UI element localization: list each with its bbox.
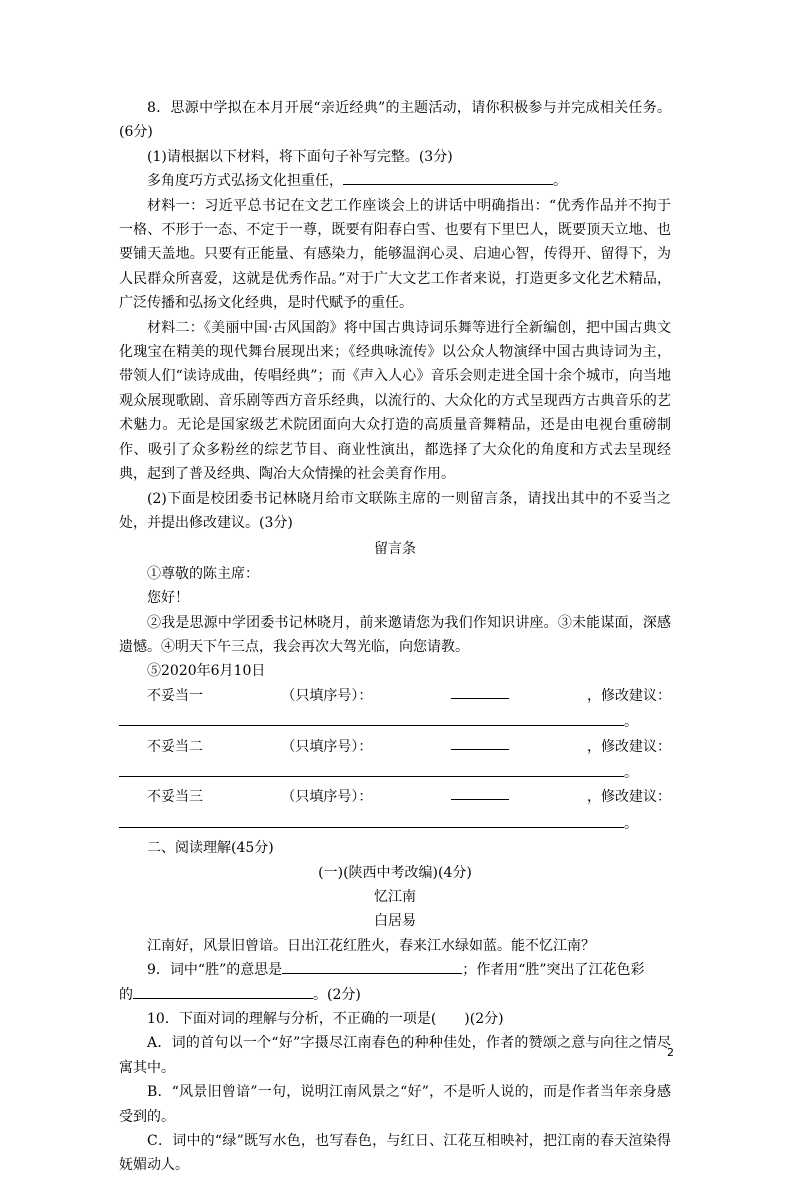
note-title: 留言条 xyxy=(374,541,416,558)
section-2-title: 二、阅读理解(45分) xyxy=(147,840,274,857)
answer-blank[interactable] xyxy=(451,785,509,800)
poem-text: 江南好，风景旧曾谙。日出江花红胜火，春来江水绿如蓝。能不忆江南？ xyxy=(147,937,595,954)
page-number: 2 xyxy=(667,1046,674,1059)
answer-blank[interactable] xyxy=(343,170,553,185)
answer-blank[interactable] xyxy=(451,735,509,750)
answer-line[interactable] xyxy=(119,810,624,828)
answer-line[interactable] xyxy=(119,708,624,726)
q8-sub2: (2)下面是校团委书记林晓月给市文联陈主席的一则留言条，请找出其中的不妥当之处，并提出修改建议。(3分) xyxy=(119,490,671,531)
option-b: B．“风景旧曾谙”一句，说明江南风景之“好”，不是听人说的，而是作者当年亲身感受到的。 xyxy=(119,1084,671,1125)
q8-stem: 8．思源中学拟在本月开展“亲近经典”的主题活动，请你积极参与并完成相关任务。(6分) xyxy=(119,100,671,141)
note-date: ⑤2020年6月10日 xyxy=(147,663,266,680)
answer-blank[interactable] xyxy=(451,684,509,699)
part-1-title: (一)(陕西中考改编)(4分) xyxy=(318,864,472,881)
option-a: A．词的首句以一个“好”字摄尽江南春色的种种佳处，作者的赞颂之意与向往之情尽寓其中。 xyxy=(119,1035,671,1076)
answer-row-1: 不妥当一 （只填序号）： ，修改建议： 。 xyxy=(119,684,671,735)
material-2: 材料二：《美丽中国·古风国韵》将中国古典诗词乐舞等进行全新编创，把中国古典文化瑰宝在精美的现代舞台展现出来；《经典咏流传》以公众人物演绎中国古典诗词为主，带领人们“读诗成曲，传唱经典”；而《声入人心》音乐会则走进全国十余个城市，向当地观众展现歌剧、音乐剧等西方音乐经典，以流行的、大众化的方式呈现西方古典音乐的艺术魅力。无论是国家级艺术院团面向大众打造的高质量音舞精品，还是由电视台重磅制作、吸引了众多粉丝的综艺节目、商业性演出，都选择了大众化的角度和方式去呈现经典，起到了普及经典、陶冶大众情操的社会美育作用。 xyxy=(119,319,671,483)
answer-row-3: 不妥当三 （只填序号）： ，修改建议： 。 xyxy=(119,785,671,836)
q8-sentence: 多角度巧方式弘扬文化担重任， 。 xyxy=(119,169,671,193)
q9: 9．词中“胜”的意思是 ；作者用“胜”突出了江花色彩 xyxy=(119,958,671,982)
note-hello: 您好！ xyxy=(147,590,189,607)
option-c: C．词中的“绿”既写水色，也写春色，与红日、江花互相映衬，把江南的春天渲染得妩媚动人。 xyxy=(119,1133,671,1174)
poem-author: 白居易 xyxy=(374,913,416,930)
answer-blank[interactable] xyxy=(282,959,462,974)
q8-sub1: (1)请根据以下材料，将下面句子补写完整。(3分) xyxy=(147,148,453,165)
q9-cont: 的 。(2分) xyxy=(119,983,671,1007)
document-page xyxy=(119,96,671,1178)
material-1: 材料一：习近平总书记在文艺工作座谈会上的讲话中明确指出：“优秀作品并不拘于一格、不形于一态、不定于一尊，既要有阳春白雪、也要有下里巴人，既要顶天立地、也要铺天盖地。只要有正能量、有感染力，能够温润心灵、启迪心智，传得开、留得下，为人民群众所喜爱，这就是优秀作品。”对于广大文艺工作者来说，打造更多文化艺术精品，广泛传播和弘扬文化经典，是时代赋予的重任。 xyxy=(119,197,671,312)
note-body: ②我是思源中学团委书记林晓月，前来邀请您为我们作知识讲座。③未能谋面，深感遗憾。④明天下午三点，我会再次大驾光临，向您请教。 xyxy=(119,614,671,655)
answer-line[interactable] xyxy=(119,759,624,777)
answer-row-2: 不妥当二 （只填序号）： ，修改建议： 。 xyxy=(119,735,671,786)
note-greeting: ①尊敬的陈主席： xyxy=(147,565,259,582)
q10: 10．下面对词的理解与分析，不正确的一项是( )(2分) xyxy=(147,1011,504,1028)
answer-blank[interactable] xyxy=(133,984,313,999)
poem-title: 忆江南 xyxy=(374,889,416,905)
